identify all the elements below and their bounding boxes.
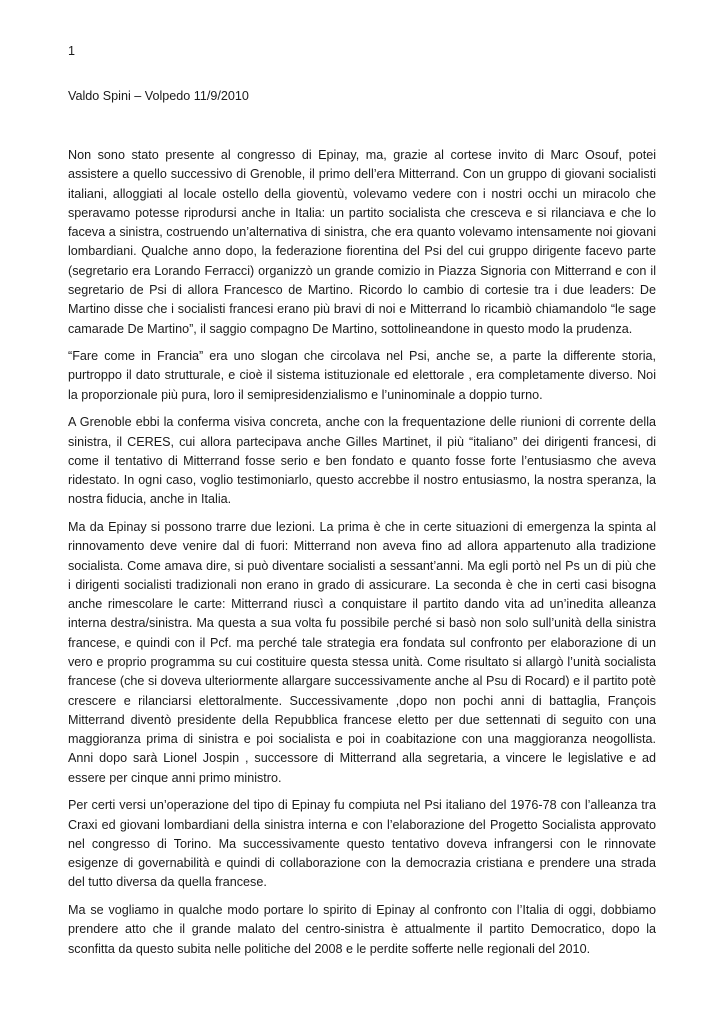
paragraph: Non sono stato presente al congresso di Epinay, ma, grazie al cortese invito di Marc Osouf, potei assistere a quello successivo di Grenoble, il primo dell’era Mitterrand. Con un gruppo di giovani socialisti italiani, alloggiati al locale ostello della gioventù, volevamo vedere con i nostri occhi un miracolo che speravamo potesse riprodursi anche in Italia: un partito socialista che cresceva e si rilanciava e che lo faceva a sinistra, costruendo un’alternativa di sinistra, che era quanto volevamo intensamente noi giovani lombardiani. Qualche anno dopo, la federazione fiorentina del Psi del cui gruppo dirigente facevo parte (segretario era Lorando Ferracci) organizzò un grande comizio in Piazza Signoria con Mitterrand e con il segretario de Psi di allora Francesco de Martino. Ricordo lo cambio di cortesie tra i due leaders: De Martino disse che i socialisti francesi erano più bravi di noi e Mitterrand lo ricambiò chiamandolo “le sage camarade De Martino”, il saggio compagno De Martino, sottolineandone in questo modo la prudenza.: [68, 148, 656, 336]
paragraph: Per certi versi un’operazione del tipo di Epinay fu compiuta nel Psi italiano del 1976-78 con l’alleanza tra Craxi ed giovani lombardiani della sinistra interna e con l’elaborazione del Progetto Socialista approvato nel congresso di Torino. Ma successivamente questo tentativo doveva infrangersi con le rinnovate esigenze di governabilità e quindi di collaborazione con la democrazia cristiana e prendere una strada del tutto diversa da quella francese.: [68, 798, 656, 890]
document-header: Valdo Spini – Volpedo 11/9/2010: [68, 89, 249, 103]
paragraph: A Grenoble ebbi la conferma visiva concreta, anche con la frequentazione delle riunioni di corrente della sinistra, il CERES, cui allora partecipava anche Gilles Martinet, il più “italiano” dei dirigenti francesi, di come il tentativo di Mitterrand fosse serio e ben fondato e quanto fosse forte l’entusiasmo che aveva ridestato. In ogni caso, voglio testimoniarlo, questo accrebbe il nostro entusiasmo, la nostra speranza, la nostra fiducia, anche in Italia.: [68, 415, 656, 507]
paragraph: Ma da Epinay si possono trarre due lezioni. La prima è che in certe situazioni di emergenza la spinta al rinnovamento deve venire dal di fuori: Mitterrand non aveva fino ad allora appartenuto alla tradizione socialista. Come amava dire, si può diventare socialisti a sessant’anni. Ma egli portò nel Ps un di più che i dirigenti socialisti tradizionali non erano in grado di assicurare. La seconda è che in certi casi bisogna anche rimescolare le carte: Mitterrand riuscì a conquistare il partito dando vita ad un’inedita alleanza interna destra/sinistra. Ma questa a sua volta fu possibile perché si basò non solo sull’unità della sinistra francese, e quindi con il Pcf. ma perché tale strategia era fondata sul confronto per elaborazione di un vero e proprio programma su cui costituire questa stessa unità. Come risultato si allargò l’unità socialista francese (che si doveva ulteriormente allargare successivamente anche al Psu di Rocard) e il partito potè crescere e rilanciarsi elettoralmente. Successivamente ,dopo non pochi anni di battaglia, François Mitterrand diventò presidente della Repubblica francese eletto per due settennati di seguito con una maggioranza prima di sinistra e poi socialista e poi in coabitazione con una maggioranza neogollista. Anni dopo sarà Lionel Jospin , successore di Mitterrand alla segretaria, a vincere le legislative e ad essere per cinque anni primo ministro.: [68, 519, 656, 785]
paragraph: “Fare come in Francia” era uno slogan che circolava nel Psi, anche se, a parte la differente storia, purtroppo il dato strutturale, e cioè il sistema istituzionale ed elettorale , era completamente diverso. Noi la proporzionale più pura, loro il semipresidenzialismo e l’uninominale a doppio turno.: [68, 349, 656, 402]
document-body: [68, 146, 656, 967]
paragraph: Ma se vogliamo in qualche modo portare lo spirito di Epinay al confronto con l’Italia di oggi, dobbiamo prendere atto che il grande malato del centro-sinistra è attualmente il partito Democratico, dopo la sconfitta da questo subita nelle politiche del 2008 e le perdite sofferte nelle regionali del 2010.: [68, 902, 656, 956]
page-number: 1: [68, 44, 76, 58]
